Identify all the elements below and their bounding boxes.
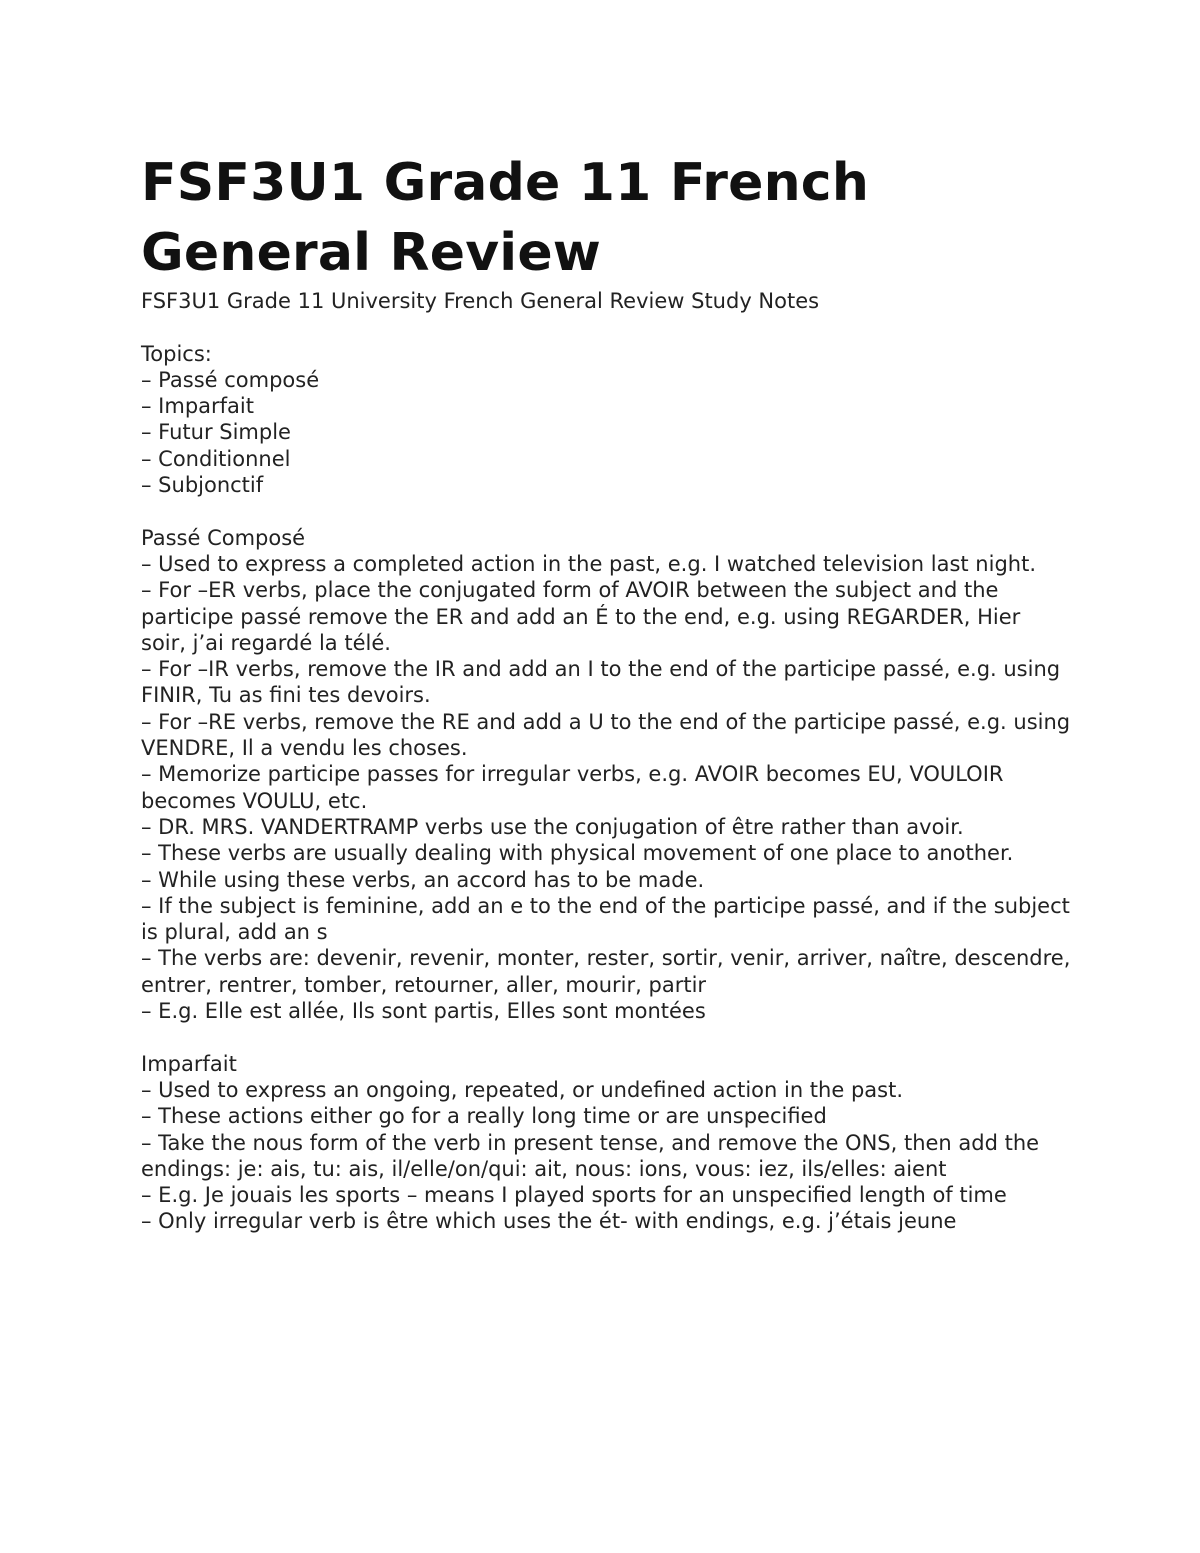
passe-compose-section xyxy=(141,525,1071,1025)
passe-compose-item: – These verbs are usually dealing with physical movement of one place to another. xyxy=(141,841,1014,866)
imparfait-item: – Take the nous form of the verb in present tense, and remove the ONS, then add the endings: je: ais, tu: ais, il/elle/on/qui: ait, nous: ions, vous: iez, ils/elles: aient xyxy=(141,1130,1040,1181)
passe-compose-item: – If the subject is feminine, add an e to the end of the participe passé, and if the subject is plural, add an s xyxy=(141,893,1070,945)
imparfait-section xyxy=(141,1051,1071,1235)
topic-item: – Futur Simple xyxy=(141,420,291,445)
passe-compose-heading: Passé Composé xyxy=(141,525,306,550)
imparfait-item: – Only irregular verb is être which uses the ét- with endings, e.g. j’étais jeune xyxy=(141,1209,957,1234)
title-line-1: FSF3U1 Grade 11 French xyxy=(141,153,870,213)
passe-compose-item: – For –ER verbs, place the conjugated form of AVOIR between the subject and the participe passé remove the ER and add an É to the end, e.g. using REGARDER, Hier soir, j’ai regardé la télé. xyxy=(141,578,1021,655)
topic-item: – Passé composé xyxy=(141,367,320,392)
document-subtitle: FSF3U1 Grade 11 University French General Review Study Notes xyxy=(141,289,820,313)
passe-compose-item: – The verbs are: devenir, revenir, monter, rester, sortir, venir, arriver, naître, descendre, entrer, rentrer, tomber, retourner, aller, mourir, partir xyxy=(141,946,1071,997)
document-page xyxy=(141,148,1071,1261)
passe-compose-item: – For –RE verbs, remove the RE and add a U to the end of the participe passé, e.g. using VENDRE, Il a vendu les choses. xyxy=(141,709,1071,761)
passe-compose-item: – For –IR verbs, remove the IR and add an I to the end of the participe passé, e.g. using FINIR, Tu as fini tes devoirs. xyxy=(141,657,1061,708)
passe-compose-item: – E.g. Elle est allée, Ils sont partis, Elles sont montées xyxy=(141,999,706,1024)
topics-section xyxy=(141,341,1071,499)
topics-list xyxy=(141,367,1071,498)
imparfait-list xyxy=(141,1077,1071,1235)
passe-compose-item: – DR. MRS. VANDERTRAMP verbs use the conjugation of être rather than avoir. xyxy=(141,814,964,839)
imparfait-item: – Used to express an ongoing, repeated, or undefined action in the past. xyxy=(141,1077,903,1102)
topic-item: – Imparfait xyxy=(141,394,254,419)
passe-compose-list xyxy=(141,551,1071,1024)
passe-compose-item: – Used to express a completed action in the past, e.g. I watched television last night. xyxy=(141,551,1036,576)
passe-compose-item: – While using these verbs, an accord has to be made. xyxy=(141,867,705,892)
topic-item: – Subjonctif xyxy=(141,473,264,498)
imparfait-item: – E.g. Je jouais les sports – means I played sports for an unspecified length of time xyxy=(141,1183,1007,1208)
title-line-2: General Review xyxy=(141,223,602,283)
imparfait-heading: Imparfait xyxy=(141,1051,237,1076)
passe-compose-item: – Memorize participe passes for irregular verbs, e.g. AVOIR becomes EU, VOULOIR becomes VOULU, etc. xyxy=(141,762,1004,813)
imparfait-item: – These actions either go for a really long time or are unspecified xyxy=(141,1104,827,1129)
document-title xyxy=(141,148,1071,288)
topic-item: – Conditionnel xyxy=(141,446,291,471)
topics-heading: Topics: xyxy=(141,341,212,366)
